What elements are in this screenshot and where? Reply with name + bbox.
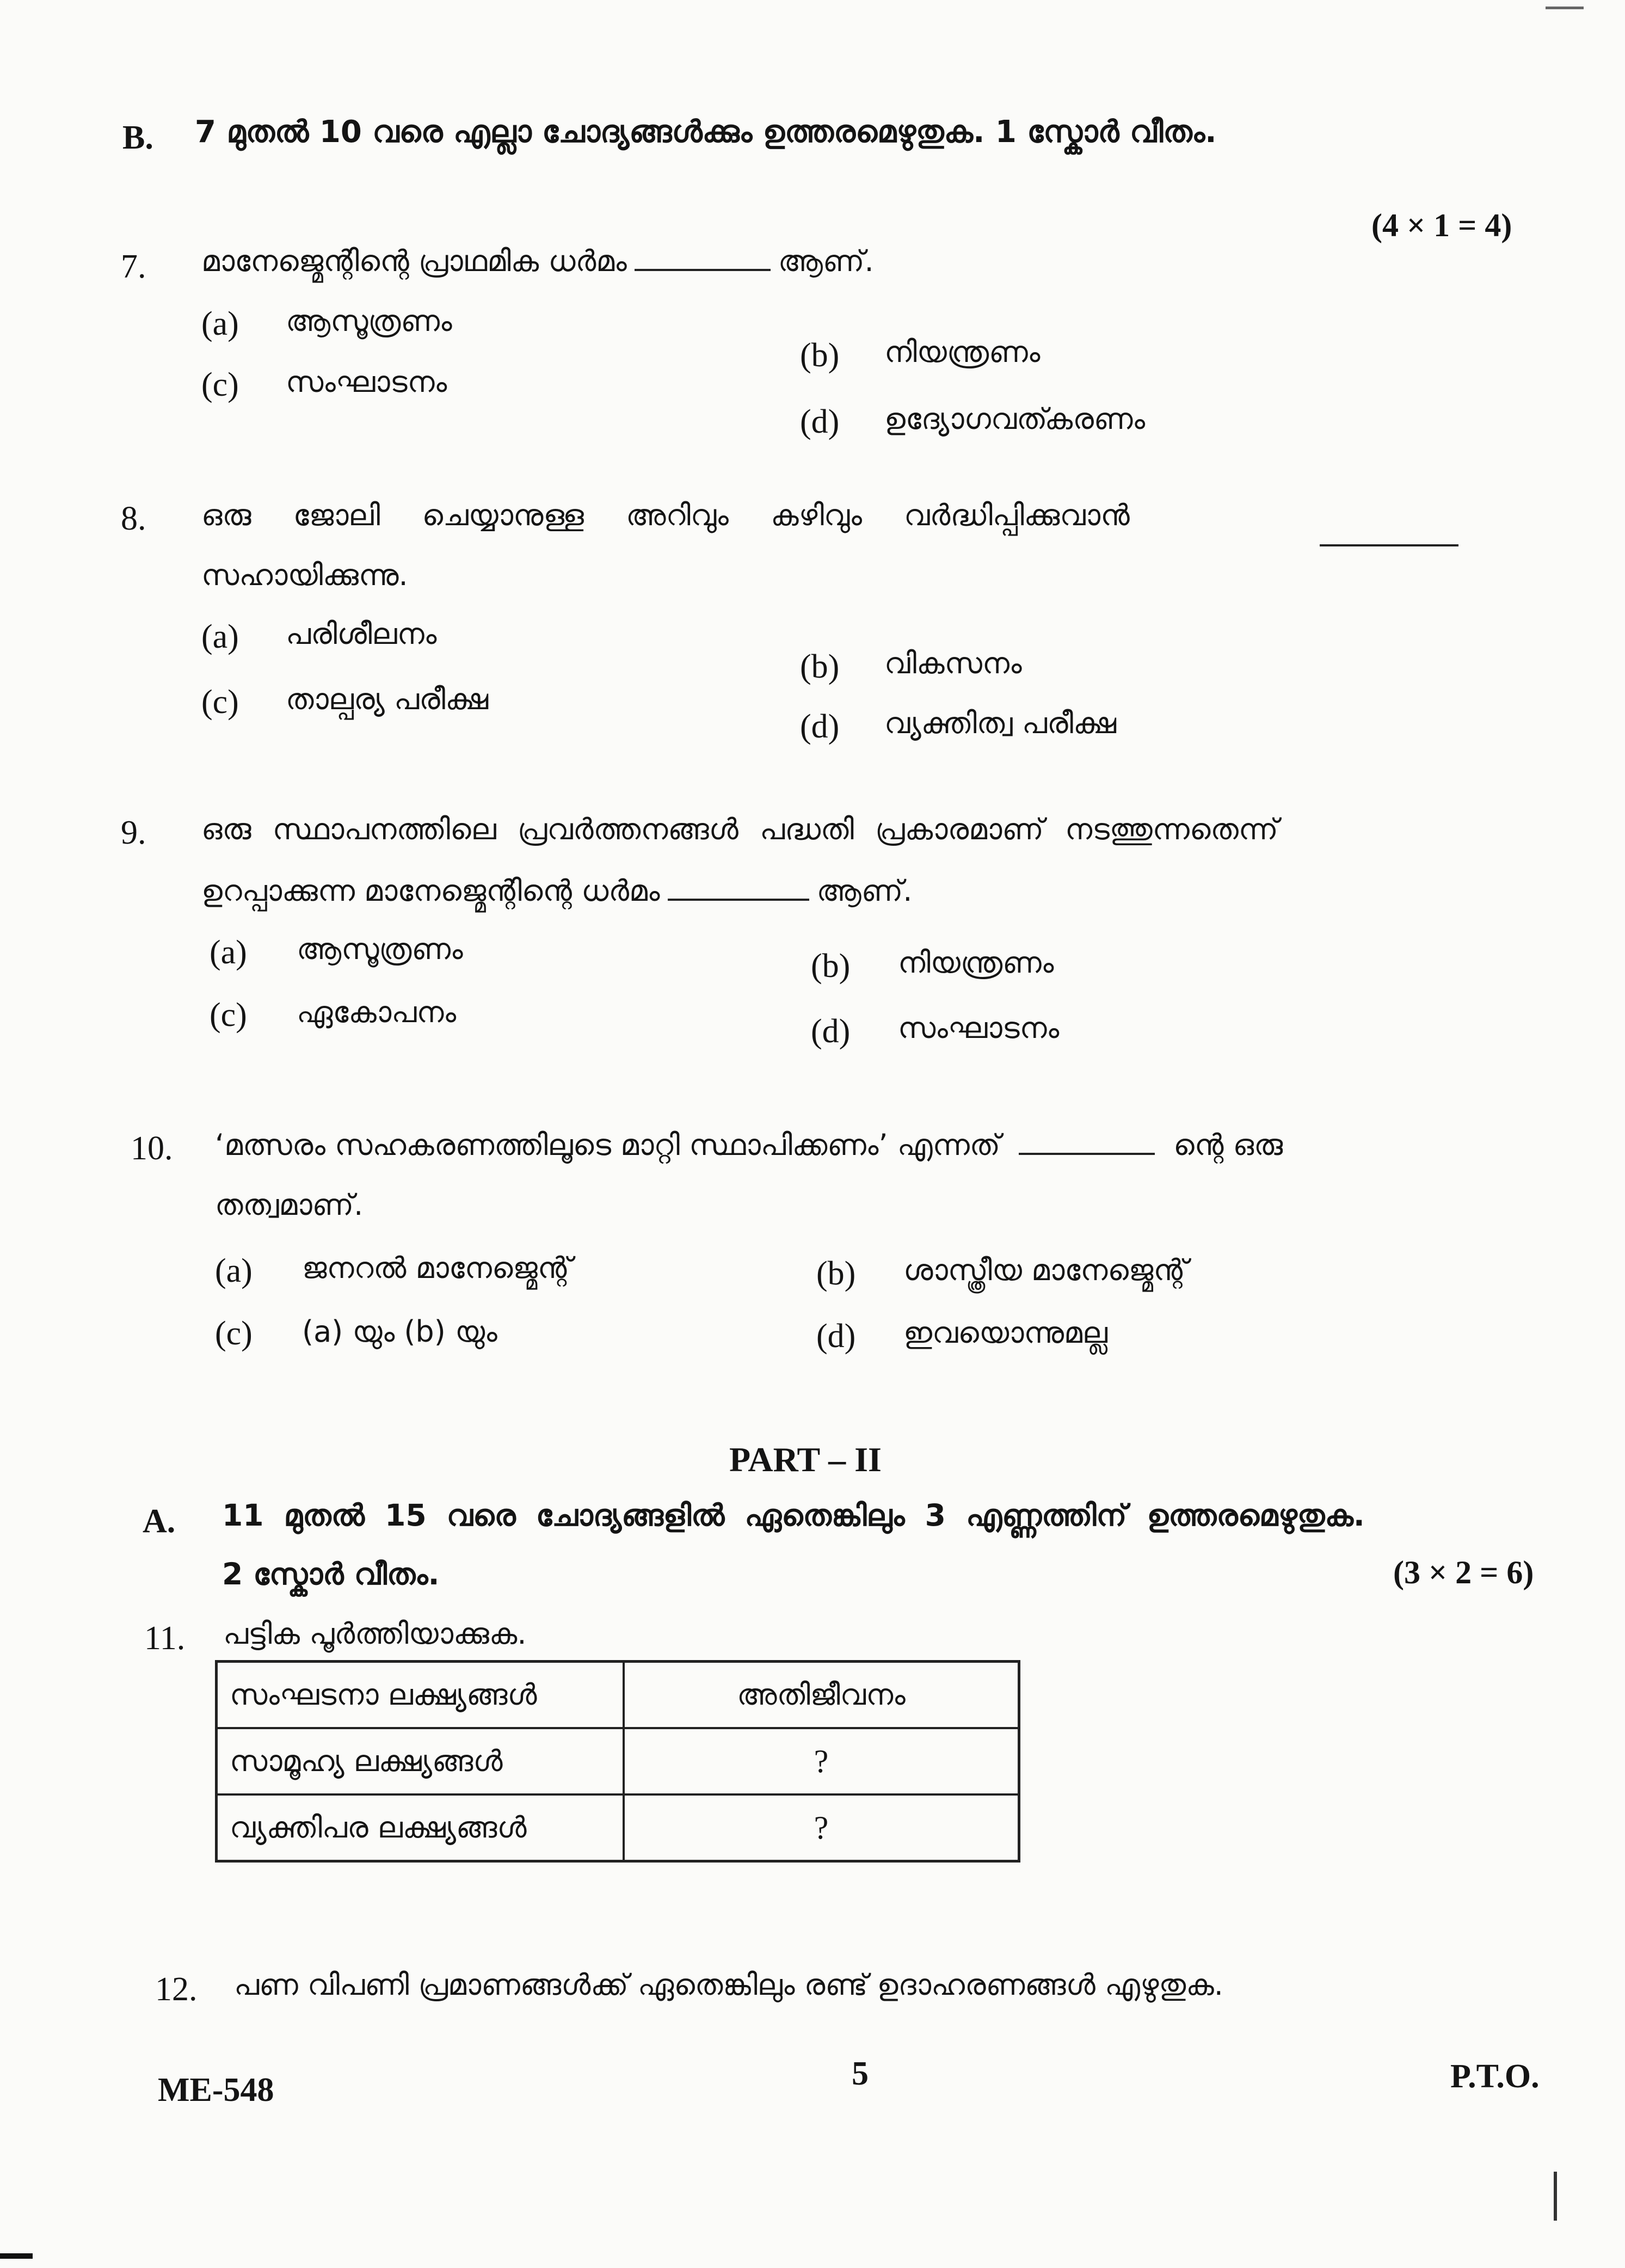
answer-blank <box>1320 544 1458 546</box>
q7-number: 7. <box>121 248 146 285</box>
q9-option-a-label: (a) <box>210 934 247 971</box>
q10-option-b: ശാസ്ത്രീയ മാനേജ്മെന്റ് <box>903 1253 1188 1287</box>
q10-line1-after: ന്റെ ഒരു <box>1173 1128 1283 1162</box>
q7-option-c: സംഘാടനം <box>286 365 447 399</box>
q12-text: പണ വിപണി പ്രമാണങ്ങൾക്ക് ഏതെങ്കിലും രണ്ട് ഉദാഹരണങ്ങൾ എഴുതുക. <box>234 1968 1223 2002</box>
q9-line2-after: ആണ്. <box>816 874 913 908</box>
q10-option-b-label: (b) <box>816 1255 856 1292</box>
page-number: 5 <box>852 2055 869 2092</box>
table-cell: അതിജീവനം <box>624 1662 1019 1729</box>
q10-option-d: ഇവയൊന്നുമല്ല <box>903 1316 1108 1350</box>
q10-option-c: (a) യും (b) യും <box>302 1314 497 1349</box>
q8-option-d: വ്യക്തിത്വ പരീക്ഷ <box>884 706 1117 740</box>
q8-number: 8. <box>121 500 146 537</box>
q8-option-a: പരിശീലനം <box>286 617 437 651</box>
q10-number: 10. <box>131 1130 173 1167</box>
scan-edge-mark <box>1554 2172 1557 2221</box>
q9-line2 <box>201 874 912 908</box>
q11-text: പട്ടിക പൂർത്തിയാക്കുക. <box>223 1617 527 1651</box>
answer-blank <box>1019 1147 1155 1155</box>
q10-line2: തത്വമാണ്. <box>215 1188 364 1222</box>
table-cell: സാമൂഹ്യ ലക്ഷ്യങ്ങൾ <box>217 1728 624 1794</box>
table-row <box>217 1794 1019 1861</box>
part-2-instruction-line1: 11 മുതൽ 15 വരെ ചോദ്യങ്ങളിൽ ഏതെങ്കിലും 3 എണ്ണത്തിന് ഉത്തരമെഴുതുക. <box>222 1498 1365 1533</box>
table-cell: വ്യക്തിപര ലക്ഷ്യങ്ങൾ <box>217 1794 624 1861</box>
q8-option-c: താല്പര്യ പരീക്ഷ <box>286 682 489 716</box>
q8-option-c-label: (c) <box>201 684 239 721</box>
q11-table <box>215 1660 1020 1863</box>
part-2-marks: (3 × 2 = 6) <box>1393 1554 1534 1590</box>
pto-label: P.T.O. <box>1450 2058 1540 2095</box>
q8-line1: ഒരു ജോലി ചെയ്യാനുള്ള അറിവും കഴിവും വർദ്ധിപ്പിക്കുവാൻ <box>201 498 1130 532</box>
q9-option-b-label: (b) <box>811 948 851 985</box>
q7-text <box>201 244 874 279</box>
part-2-instruction-line2: 2 സ്കോർ വീതം. <box>222 1557 440 1591</box>
q10-line1 <box>215 1128 1283 1163</box>
table-row <box>217 1728 1019 1794</box>
q8-option-b: വികസനം <box>884 646 1022 680</box>
q9-line2-before: ഉറപ്പാക്കുന്ന മാനേജ്മെന്റിന്റെ ധർമം <box>201 874 660 908</box>
scan-edge-mark <box>0 2253 33 2259</box>
q8-option-d-label: (d) <box>800 708 840 745</box>
q9-option-d-label: (d) <box>811 1013 851 1050</box>
q9-option-b: നിയന്ത്രണം <box>898 945 1054 980</box>
q10-option-a: ജനറൽ മാനേജ്മെന്റ് <box>302 1251 573 1285</box>
answer-blank <box>635 263 771 271</box>
q10-line1-before: ‘മത്സരം സഹകരണത്തിലൂടെ മാറ്റി സ്ഥാപിക്കണം’ എന്നത് <box>215 1128 1001 1162</box>
part-2-heading: PART – II <box>729 1440 882 1479</box>
q7-option-b: നിയന്ത്രണം <box>884 335 1041 369</box>
q12-number: 12. <box>155 1971 198 2008</box>
q7-option-b-label: (b) <box>800 337 840 374</box>
q8-option-a-label: (a) <box>201 618 239 655</box>
table-cell: ? <box>624 1794 1019 1861</box>
part-2-letter: A. <box>143 1503 176 1540</box>
q7-option-a-label: (a) <box>201 305 239 342</box>
q7-option-c-label: (c) <box>201 366 239 403</box>
table-row <box>217 1662 1019 1729</box>
q9-number: 9. <box>121 814 146 851</box>
answer-blank <box>668 893 809 901</box>
q9-option-a: ആസൂത്രണം <box>297 932 463 966</box>
q7-text-after: ആണ്. <box>778 244 874 278</box>
q7-text-before: മാനേജ്മെന്റിന്റെ പ്രാഥമിക ധർമം <box>201 244 627 278</box>
section-b-letter: B. <box>122 119 153 156</box>
q8-option-b-label: (b) <box>800 648 840 685</box>
q11-number: 11. <box>144 1620 186 1657</box>
q7-option-d-label: (d) <box>800 403 840 440</box>
q9-option-d: സംഘാടനം <box>898 1011 1060 1045</box>
table-cell: സംഘടനാ ലക്ഷ്യങ്ങൾ <box>217 1662 624 1729</box>
q7-option-d: ഉദ്യോഗവത്കരണം <box>884 402 1146 436</box>
q9-line1: ഒരു സ്ഥാപനത്തിലെ പ്രവർത്തനങ്ങൾ പദ്ധതി പ്രകാരമാണ് നടത്തുന്നതെന്ന് <box>201 812 1278 846</box>
paper-code: ME-548 <box>158 2072 274 2109</box>
table-cell: ? <box>624 1728 1019 1794</box>
q9-option-c-label: (c) <box>210 997 247 1034</box>
q7-option-a: ആസൂത്രണം <box>286 304 452 338</box>
q8-line2: സഹായിക്കുന്നു. <box>201 558 408 592</box>
q10-option-a-label: (a) <box>215 1252 253 1289</box>
q10-option-d-label: (d) <box>816 1318 856 1355</box>
q9-option-c: ഏകോപനം <box>297 995 457 1029</box>
q10-option-c-label: (c) <box>215 1315 253 1352</box>
section-b-marks: (4 × 1 = 4) <box>1371 207 1512 243</box>
scan-edge-mark <box>1546 7 1584 9</box>
section-b-instruction: 7 മുതൽ 10 വരെ എല്ലാ ചോദ്യങ്ങൾക്കും ഉത്തരമെഴുതുക. 1 സ്കോർ വീതം. <box>195 114 1217 150</box>
